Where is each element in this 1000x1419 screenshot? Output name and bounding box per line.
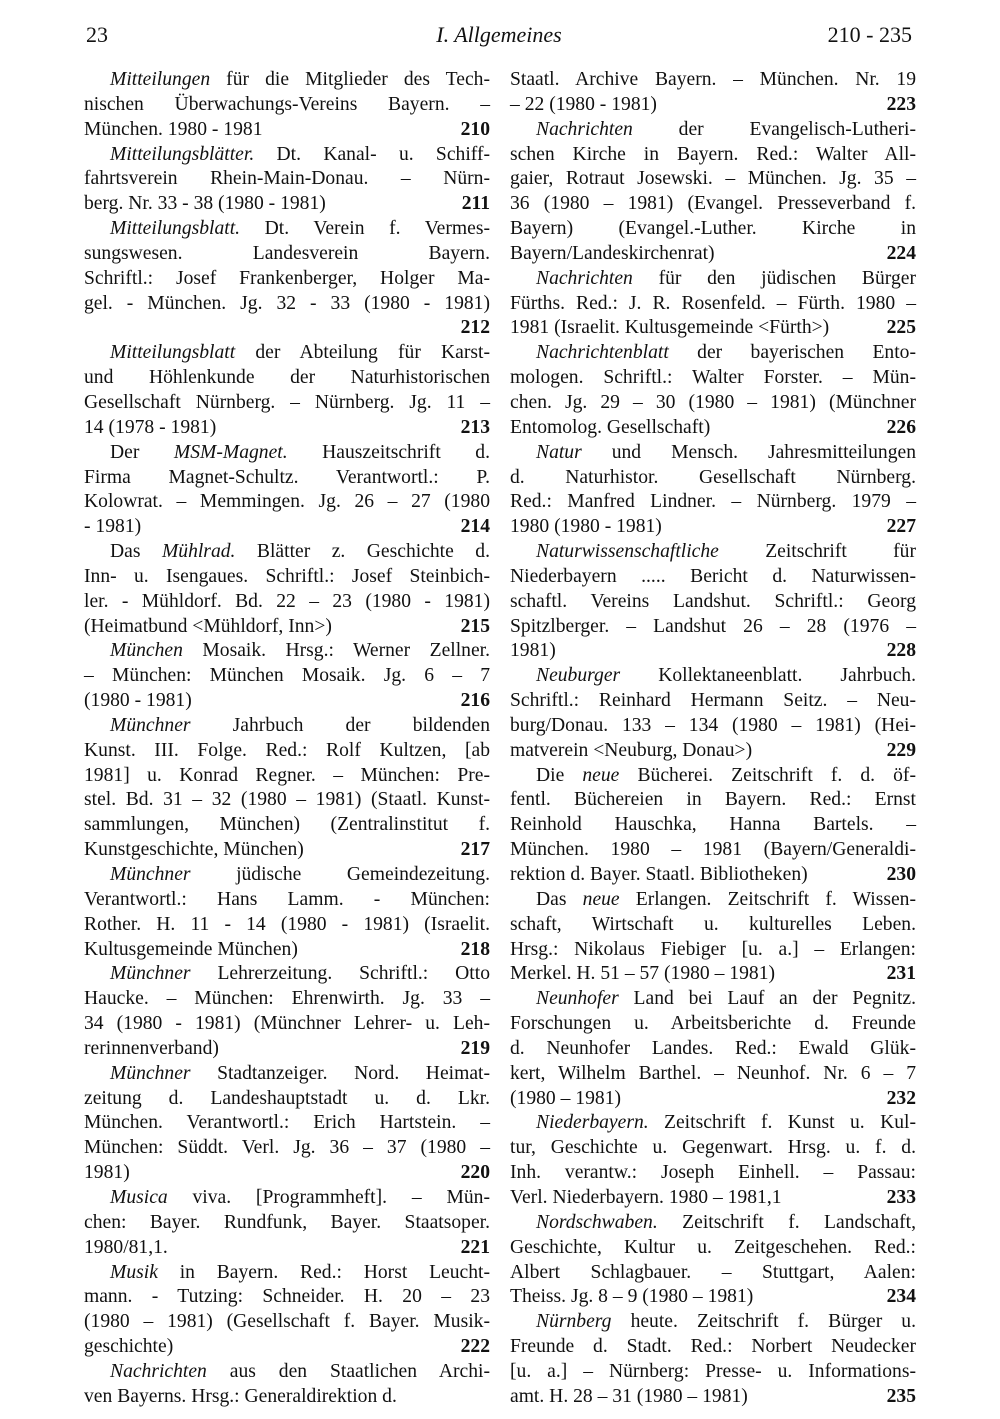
line-text: Zeitschrift für [718,541,916,563]
bibliography-line [510,1087,916,1112]
line-text: Bücherei. Zeitschrift f. d. öf- [619,764,916,786]
journal-title: Nachrichten [110,1360,207,1382]
entry-number: 217 [460,839,490,861]
bibliography-line [84,441,490,466]
bibliography-line [84,490,490,515]
line-text: Hrsg.: Nikolaus Fiebiger [u. a.] – Erlangen: [510,938,916,960]
line-text: Schriftl.: Josef Frankenberger, Holger Ma- [84,267,490,289]
journal-title: Mitteilungsblätter. [110,143,255,165]
entry-number: 219 [460,1037,490,1059]
bibliography-line [510,1360,916,1385]
line-text: gel. - München. Jg. 32 - 33 (1980 - 1981) [84,292,490,314]
bibliography-line [84,813,490,838]
bibliography-line [510,217,916,242]
bibliography-line [84,962,490,987]
line-text: fahrtsverein Rhein-Main-Donau. – Nürn- [84,168,490,190]
bibliography-line [84,1261,490,1286]
line-text: Geschichte, Kultur u. Zeitgeschehen. Red.: [510,1236,916,1258]
line-text: München: Süddt. Verl. Jg. 36 – 37 (1980 – [84,1137,490,1159]
line-text: Zeitschrift f. Landschaft, [657,1211,916,1233]
bibliography-line [510,1261,916,1286]
line-text: Bayern) (Evangel.-Luther. Kirche in [510,218,916,240]
bibliography-line [510,962,916,987]
bibliography-line [84,416,490,441]
entry-number: 216 [460,690,490,712]
line-text: 1981) [510,640,556,662]
entry-number: 210 [460,118,490,140]
line-text: Blätter z. Geschichte d. [235,541,490,563]
bibliography-line [84,316,490,341]
line-text: Lehrerzeitung. Schriftl.: Otto [190,963,490,985]
line-text: d. Naturhistor. Gesellschaft Nürnberg. [510,466,916,488]
line-text: schaftl. Vereins Landshut. Schriftl.: Georg [510,590,916,612]
journal-title: Musik [110,1261,158,1283]
journal-title: Münchner [110,864,191,885]
line-text: - 1981) [84,516,142,538]
bibliography-line [510,93,916,118]
line-text: rerinnenverband) [84,1037,219,1059]
entry-number: 230 [886,864,916,885]
line-text: Das [536,888,583,910]
bibliography-line [510,1285,916,1310]
bibliography-line [510,813,916,838]
entry-number: 229 [886,739,916,761]
line-text: schen Kirche in Bayern. Red.: Walter All- [510,143,916,165]
line-text: 1981 (Israelit. Kultusgemeinde <Fürth>) [510,317,830,339]
line-text: chen. Jg. 29 – 30 (1980 – 1981) (Münchner [510,391,916,413]
line-text: 14 (1978 - 1981) [84,416,217,438]
entry-number: 233 [886,1186,916,1208]
bibliography-line [84,366,490,391]
journal-title: Mitteilungsblatt [110,342,236,364]
page-header [86,18,912,52]
line-text: Die [536,764,583,786]
line-text: schaft, Wirtschaft u. kulturelles Leben. [510,913,916,935]
line-text: berg. Nr. 33 - 38 (1980 - 1981) [84,193,326,215]
bibliography-line [510,1211,916,1236]
line-text: Fürths. Red.: J. R. Rosenfeld. – Fürth. 1980 – [510,292,916,314]
bibliography-line [84,1211,490,1236]
bibliography-line [510,639,916,664]
entry-number: 235 [886,1385,916,1407]
line-text: Mosaik. Hrsg.: Werner Zellner. [182,640,490,662]
line-text: (Heimatbund <Mühldorf, Inn>) [84,615,332,637]
line-text: der Evangelisch-Lutheri- [632,118,916,140]
bibliography-line [84,217,490,242]
line-text: Schriftl.: Reinhard Hermann Seitz. – Neu- [510,690,916,712]
bibliography-line [84,1062,490,1087]
entry-number: 211 [461,193,490,215]
journal-title: Nordschwaben. [536,1211,658,1233]
line-text: Verl. Niederbayern. 1980 – 1981,1 [510,1186,782,1208]
journal-title: Nachrichten [536,118,633,140]
line-text: kert, Wilhelm Barthel. – Neunhof. Nr. 6 – 7 [510,1062,916,1084]
bibliography-line [84,466,490,491]
line-text: ler. - Mühldorf. Bd. 22 – 23 (1980 - 1981) [84,590,490,612]
bibliography-line [84,93,490,118]
bibliography-line [510,888,916,913]
bibliography-line [510,565,916,590]
line-text: Erlangen. Zeitschrift f. Wissen- [619,888,917,910]
line-text: stel. Bd. 31 – 32 (1980 – 1981) (Staatl. Kunst- [84,789,490,811]
bibliography-line [510,689,916,714]
bibliography-line [84,1087,490,1112]
line-text: 1980 (1980 - 1981) [510,516,662,538]
line-text: Niederbayern ..... Bericht d. Naturwissen- [510,565,916,587]
bibliography-line [510,1012,916,1037]
journal-title: Niederbayern. [536,1112,649,1134]
bibliography-line [510,1136,916,1161]
line-text: matverein <Neuburg, Donau>) [510,739,753,761]
line-text: mologen. Schriftl.: Walter Forster. – Mün- [510,367,916,389]
entry-number: 225 [886,317,916,339]
bibliography-line [84,639,490,664]
bibliography-line [84,664,490,689]
bibliography-line [510,192,916,217]
entry-number: 212 [460,317,490,339]
bibliography-line [84,764,490,789]
line-text: Kunst. III. Folge. Red.: Rolf Kultzen, [ab [84,739,490,761]
entry-number: 231 [886,963,916,985]
line-text: Rother. H. 11 - 14 (1980 - 1981) (Israelit. [84,913,490,935]
bibliography-line [510,466,916,491]
bibliography-line [84,292,490,317]
bibliography-line [84,863,490,888]
line-text: (1980 - 1981) [84,690,192,712]
bibliography-line [84,565,490,590]
bibliography-line [510,1062,916,1087]
bibliography-line [84,391,490,416]
bibliography-line [510,664,916,689]
journal-title: Mitteilungen [110,69,211,90]
bibliography-line [84,987,490,1012]
entry-number: 214 [460,516,490,538]
line-text: gaier, Rotraut Josewski. – München. Jg. 35 – [510,168,916,190]
line-text: nischen Überwachungs-Vereins Bayern. – [84,93,490,115]
journal-title: München [110,640,183,662]
bibliography-line [510,987,916,1012]
bibliography-line [510,416,916,441]
line-text: Forschungen u. Arbeitsberichte d. Freunde [510,1013,916,1035]
bibliography-line [84,118,490,143]
line-text: Zeitschrift f. Kunst u. Kul- [648,1112,916,1134]
bibliography-line [510,788,916,813]
bibliography-line [510,540,916,565]
journal-title: Nachrichtenblatt [536,342,669,364]
line-text: Theiss. Jg. 8 – 9 (1980 – 1981) [510,1286,754,1308]
bibliography-line [84,590,490,615]
line-text: Firma Magnet-Schultz. Verantwortl.: P. [84,466,490,488]
bibliography-line [84,838,490,863]
bibliography-line [510,167,916,192]
bibliography-line [510,441,916,466]
line-text: Inn- u. Isengaues. Schriftl.: Josef Steinbich- [84,565,490,587]
line-text: chen: Bayer. Rundfunk, Bayer. Staatsoper. [84,1211,490,1233]
bibliography-line [84,1285,490,1310]
line-text: 34 (1980 - 1981) (Münchner Lehrer- u. Leh- [84,1013,490,1035]
bibliography-line [84,242,490,267]
journal-title: neue [582,888,620,910]
entry-number: 226 [886,416,916,438]
bibliography-line [84,192,490,217]
bibliography-line [84,267,490,292]
line-text: Staatl. Archive Bayern. – München. Nr. 19 [510,69,916,90]
bibliography-line [84,788,490,813]
journal-title: Naturwissenschaftliche [536,541,719,563]
line-text: (1980 – 1981) [510,1087,622,1109]
line-text: Freunde d. Stadt. Red.: Norbert Neudecker [510,1336,916,1358]
bibliography-line [84,1037,490,1062]
journal-title: neue [582,764,620,786]
bibliography-line [510,316,916,341]
line-text: aus den Staatlichen Archi- [206,1360,490,1382]
entry-number: 213 [460,416,490,438]
bibliography-line [510,341,916,366]
entry-number: 218 [460,938,490,960]
bibliography-line [510,913,916,938]
bibliography-line [84,1360,490,1385]
bibliography-line [84,1385,490,1410]
bibliography-line [84,714,490,739]
entry-number: 224 [886,242,916,264]
entry-number: 220 [460,1162,490,1184]
bibliography-line [84,1186,490,1211]
bibliography-line [84,913,490,938]
right-column [510,68,916,1410]
line-text: und Höhlenkunde der Naturhistorischen [84,367,490,389]
line-text: Kollektaneenblatt. Jahrbuch. [620,665,916,687]
bibliography-line [84,888,490,913]
line-text: zeitung d. Landeshauptstadt u. d. Lkr. [84,1087,490,1109]
line-text: für die Mitglieder des Tech- [210,69,490,90]
line-text: und Mensch. Jahresmitteilungen [581,441,916,463]
bibliography-line [510,118,916,143]
bibliography-line [510,838,916,863]
line-text: Merkel. H. 51 – 57 (1980 – 1981) [510,963,776,985]
bibliography-line [84,1012,490,1037]
entry-number: 215 [460,615,490,637]
line-text: Albert Schlagbauer. – Stuttgart, Aalen: [510,1261,916,1283]
bibliography-line [510,1385,916,1410]
line-text: Kunstgeschichte, München) [84,839,304,861]
line-text: – München: München Mosaik. Jg. 6 – 7 [84,665,490,687]
bibliography-line [510,1186,916,1211]
line-text: heute. Zeitschrift f. Bürger u. [611,1311,916,1333]
bibliography-line [84,689,490,714]
line-text: (1980 – 1981) (Gesellschaft f. Bayer. Musik- [84,1311,490,1333]
line-text: für den jüdischen Bürger [632,267,916,289]
line-text: Das [110,541,162,563]
line-text: Jahrbuch der bildenden [190,714,490,736]
line-text: sungswesen. Landesverein Bayern. [84,242,490,264]
entry-number: 232 [886,1087,916,1109]
line-text: Kolowrat. – Memmingen. Jg. 26 – 27 (1980 [84,491,490,513]
entry-number: 228 [886,640,916,662]
bibliography-line [510,1310,916,1335]
line-text: Stadtanzeiger. Nord. Heimat- [190,1062,490,1084]
line-text: amt. H. 28 – 31 (1980 – 1981) [510,1385,748,1407]
line-text: in Bayern. Red.: Horst Leucht- [157,1261,490,1283]
line-text: ven Bayerns. Hrsg.: Generaldirektion d. [84,1385,397,1407]
line-text: Entomolog. Gesellschaft) [510,416,711,438]
bibliography-line [510,68,916,93]
line-text: [u. a.] – Nürnberg: Presse- u. Informations- [510,1360,916,1382]
bibliography-line [84,938,490,963]
line-text: Kultusgemeinde München) [84,938,298,960]
bibliography-line [510,739,916,764]
bibliography-line [510,1335,916,1360]
journal-title: Münchner [110,1062,191,1084]
bibliography-line [510,714,916,739]
left-column [84,68,490,1410]
bibliography-line [510,391,916,416]
line-text: Red.: Manfred Lindner. – Nürnberg. 1979 – [510,491,916,513]
journal-title: Münchner [110,963,191,985]
bibliography-line [510,1037,916,1062]
bibliography-line [510,1236,916,1261]
line-text: Haucke. – München: Ehrenwirth. Jg. 33 – [84,988,490,1010]
line-text: München. 1980 - 1981 [84,118,263,140]
entry-number: 221 [460,1236,490,1258]
bibliography-line [84,739,490,764]
line-text: 1981] u. Konrad Regner. – München: Pre- [84,764,490,786]
bibliography-line [84,1236,490,1261]
line-text: Spitzlberger. – Landshut 26 – 28 (1976 – [510,615,916,637]
journal-title: Münchner [110,714,191,736]
line-text: 1981) [84,1162,130,1184]
entry-number: 222 [460,1336,490,1358]
line-text: München. Verantwortl.: Erich Hartstein. – [84,1112,490,1134]
line-text: – 22 (1980 - 1981) [510,93,657,115]
line-text: fentl. Büchereien in Bayern. Red.: Ernst [510,789,916,811]
line-text: d. Neunhofer Landes. Red.: Ewald Glük- [510,1037,916,1059]
line-text: der Abteilung für Karst- [235,342,490,364]
line-text: 36 (1980 – 1981) (Evangel. Presseverband f. [510,193,916,215]
bibliography-line [84,341,490,366]
journal-title: Neuburger [536,665,621,687]
bibliography-line [510,1111,916,1136]
line-text: München. 1980 – 1981 (Bayern/Generaldi- [510,839,916,861]
section-title: I. Allgemeines [436,22,562,47]
bibliography-line [510,938,916,963]
line-text: Hauszeitschrift d. [287,441,490,463]
bibliography-line [510,490,916,515]
line-text: burg/Donau. 133 – 134 (1980 – 1981) (Hei- [510,714,916,736]
journal-title: Neunhofer [536,988,619,1010]
line-text: geschichte) [84,1336,174,1358]
bibliography-line [510,267,916,292]
journal-title: Natur [536,441,582,463]
bibliography-line [84,1111,490,1136]
journal-title: Mühlrad. [161,541,236,563]
bibliography-line [84,515,490,540]
line-text: 1980/81,1. [84,1236,168,1258]
line-text: Dt. Verein f. Vermes- [240,218,490,240]
bibliography-line [510,242,916,267]
line-text: Dt. Kanal- u. Schiff- [254,143,490,165]
line-text: Verantwortl.: Hans Lamm. - München: [84,888,490,910]
line-text: Land bei Lauf an der Pegnitz. [618,988,916,1010]
entry-number: 234 [886,1286,916,1308]
line-text: jüdische Gemeindezeitung. [190,864,490,885]
bibliography-line [510,1161,916,1186]
entry-range: 210 - 235 [827,22,912,47]
page-number: 23 [86,22,108,47]
bibliography-line [84,540,490,565]
bibliography-line [510,292,916,317]
bibliography-line [84,1310,490,1335]
bibliography-line [510,863,916,888]
journal-title: Musica [110,1186,168,1208]
bibliography-line [84,1335,490,1360]
line-text: viva. [Programmheft]. – Mün- [167,1186,490,1208]
line-text: Gesellschaft Nürnberg. – Nürnberg. Jg. 11 – [84,391,490,413]
line-text: Inh. verantw.: Joseph Einhell. – Passau: [510,1162,916,1184]
bibliography-line [510,515,916,540]
bibliography-line [510,764,916,789]
line-text: Der [110,441,174,463]
journal-title: Nürnberg [536,1311,612,1333]
bibliography-line [510,615,916,640]
line-text: der bayerischen Ento- [668,342,916,364]
line-text: Bayern/Landeskirchenrat) [510,242,715,264]
line-text: tur, Geschichte u. Gegenwart. Hrsg. u. f. d. [510,1137,916,1159]
bibliography-line [84,68,490,93]
line-text: Reinhold Hauschka, Hanna Bartels. – [510,814,916,836]
line-text: sammlungen, München) (Zentralinstitut f. [84,814,490,836]
entry-number: 227 [886,516,916,538]
journal-title: Mitteilungsblatt. [110,218,241,240]
line-text: mann. - Tutzing: Schneider. H. 20 – 23 [84,1286,490,1308]
journal-title: MSM-Magnet. [173,441,288,463]
bibliography-line [84,1136,490,1161]
entry-number: 223 [886,93,916,115]
bibliography-line [510,590,916,615]
bibliography-line [84,615,490,640]
bibliography-line [84,1161,490,1186]
journal-title: Nachrichten [536,267,633,289]
bibliography-line [84,167,490,192]
bibliography-line [84,143,490,168]
line-text: rektion d. Bayer. Staatl. Bibliotheken) [510,864,808,885]
bibliography-line [510,143,916,168]
bibliography-line [510,366,916,391]
